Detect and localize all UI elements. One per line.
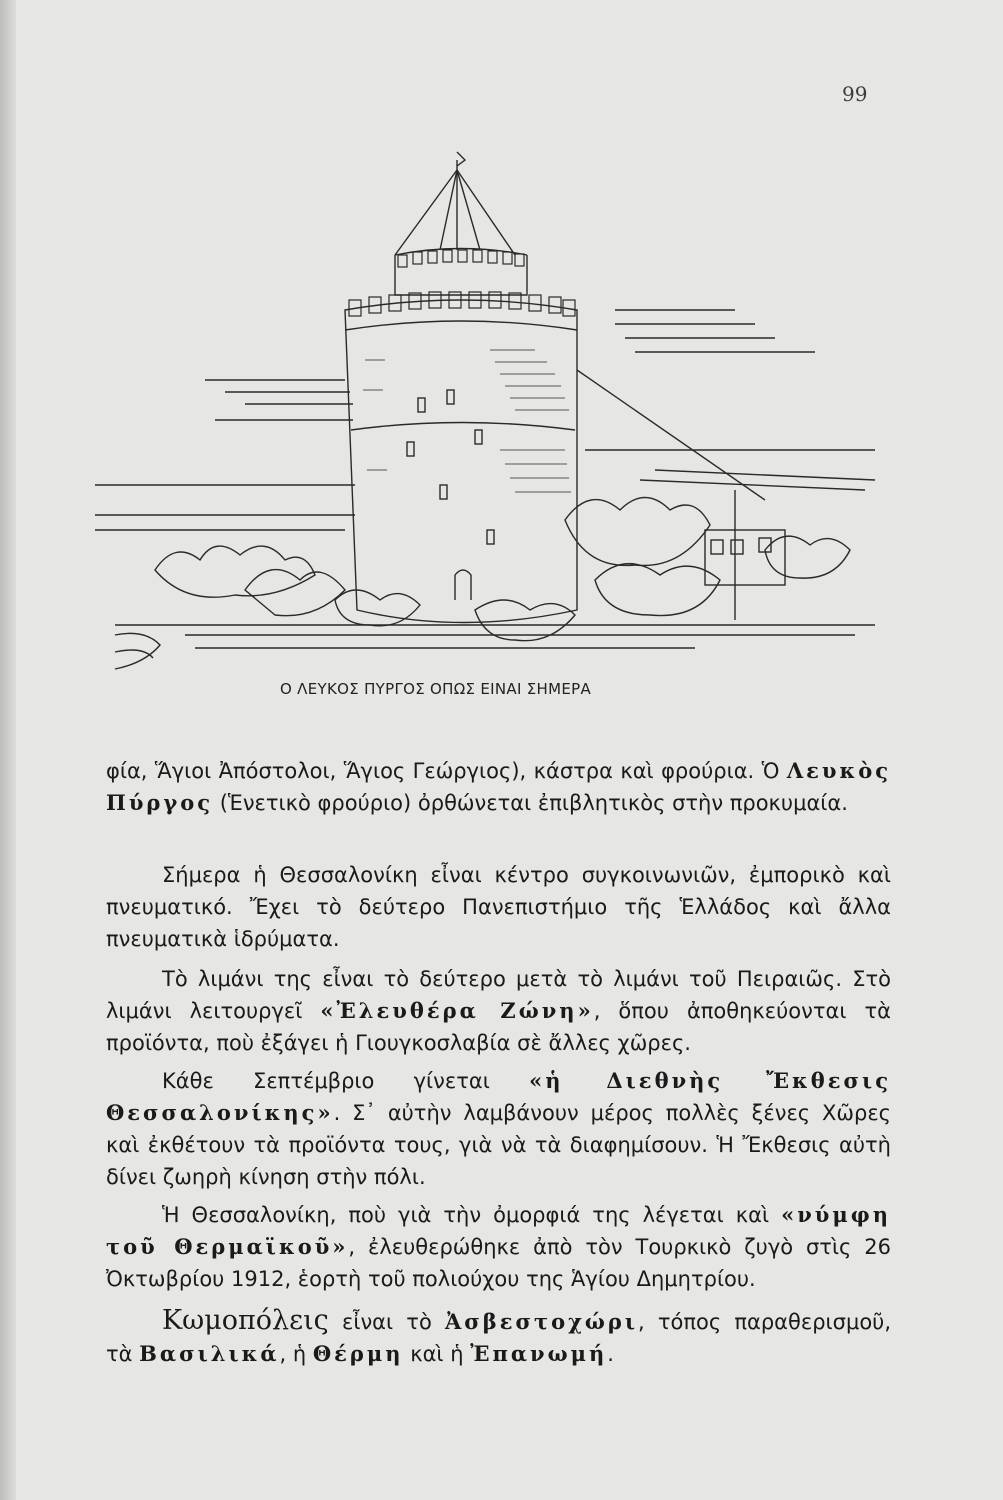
emphasis-vasilika: Βασιλικά <box>139 1341 280 1366</box>
paragraph-5 <box>106 1199 891 1295</box>
paragraph-5-text-c: , ἐλευθερώθηκε ἀπὸ τὸν Τουρκικὸ ζυγὸ στὶς 26 Ὀκτωβρίου 1912, ἑορτὴ τοῦ πολιούχου της Ἁγίου Δημητρίου. <box>106 1235 891 1291</box>
heading-towns: Κωμοπόλεις <box>162 1305 329 1336</box>
paragraph-4 <box>106 1065 891 1193</box>
paragraph-6-text-c: , τόπος παραθερισμοῦ, τὰ <box>106 1310 891 1366</box>
paragraph-4-text-c: . Σ᾽ αὐτὴν λαμβάνουν μέρος πολλὲς ξένες Χῶρες καὶ ἐκθέτουν τὰ προϊόντα τους, γιὰ νὰ τὰ διαφημίσουν. Ἡ Ἔκθεσις αὐτὴ δίνει ζωηρὴ κίνηση στὴν πόλι. <box>106 1101 891 1189</box>
paragraph-6-text-a: εἶναι τὸ <box>328 1310 445 1334</box>
page-edge <box>0 0 16 1500</box>
paragraph-6 <box>106 1305 891 1370</box>
white-tower-drawing-icon <box>95 130 885 670</box>
illustration-caption: Ο ΛΕΥΚΟΣ ΠΥΡΓΟΣ ΟΠΩΣ ΕΙΝΑΙ ΣΗΜΕΡΑ <box>280 680 592 698</box>
emphasis-international-fair: «ἡ Διεθνὴς Ἔκθεσις Θεσσαλονίκης» <box>106 1068 891 1125</box>
paragraph-2-text: Σήμερα ἡ Θεσσαλονίκη εἶναι κέντρο συγκοινωνιῶν, ἐμπορικὸ καὶ πνευματικό. Ἔχει τὸ δεύτερο Πανεπιστήμιο τῆς Ἑλλάδος καὶ ἄλλα πνευματικὰ ἱδρύματα. <box>106 863 891 951</box>
paragraph-3-text-c: , ὅπου ἀποθηκεύονται τὰ προϊόντα, ποὺ ἐξάγει ἡ Γιουγκοσλαβία σὲ ἄλλες χῶρες. <box>106 999 891 1055</box>
paragraph-2 <box>106 859 891 955</box>
paragraph-6-text-e: καὶ ἡ <box>403 1342 471 1366</box>
emphasis-free-zone: «Ἐλευθέρα Ζώνη» <box>320 998 594 1023</box>
paragraph-3-text-a: Τὸ λιμάνι της εἶναι τὸ δεύτερο μετὰ τὸ λιμάνι τοῦ Πειραιῶς. Στὸ λιμάνι λειτουργεῖ <box>106 967 891 1023</box>
paragraph-6-text-f: . <box>607 1342 614 1366</box>
emphasis-asvestochori: Ἀσβεστοχώρι <box>444 1309 639 1334</box>
emphasis-thermi: Θέρμη <box>312 1341 404 1366</box>
paragraph-3 <box>106 963 891 1059</box>
paragraph-1-text-a: φία, Ἅγιοι Ἀπόστολοι, Ἅγιος Γεώργιος), κάστρα καὶ φρούρια. Ὁ <box>106 759 787 783</box>
paragraph-1 <box>106 755 891 819</box>
paragraph-6-text-d: , ἡ <box>279 1342 313 1366</box>
paragraph-5-text-a: Ἡ Θεσσαλονίκη, ποὺ γιὰ τὴν ὀμορφιά της λέγεται καὶ <box>162 1203 782 1227</box>
emphasis-epanomi: Ἐπανωμή <box>470 1341 608 1366</box>
paragraph-1-text-c: (Ἑνετικὸ φρούριο) ὀρθώνεται ἐπιβλητικὸς στὴν προκυμαία. <box>213 791 848 815</box>
paragraph-4-text-a: Κάθε Σεπτέμβριο γίνεται <box>162 1069 530 1093</box>
page-number: 99 <box>842 82 868 106</box>
emphasis-bride-of-thermaikos: «νύμφη τοῦ Θερμαϊκοῦ» <box>106 1202 891 1259</box>
emphasis-white-tower: Λευκὸς Πύργος <box>106 758 891 815</box>
